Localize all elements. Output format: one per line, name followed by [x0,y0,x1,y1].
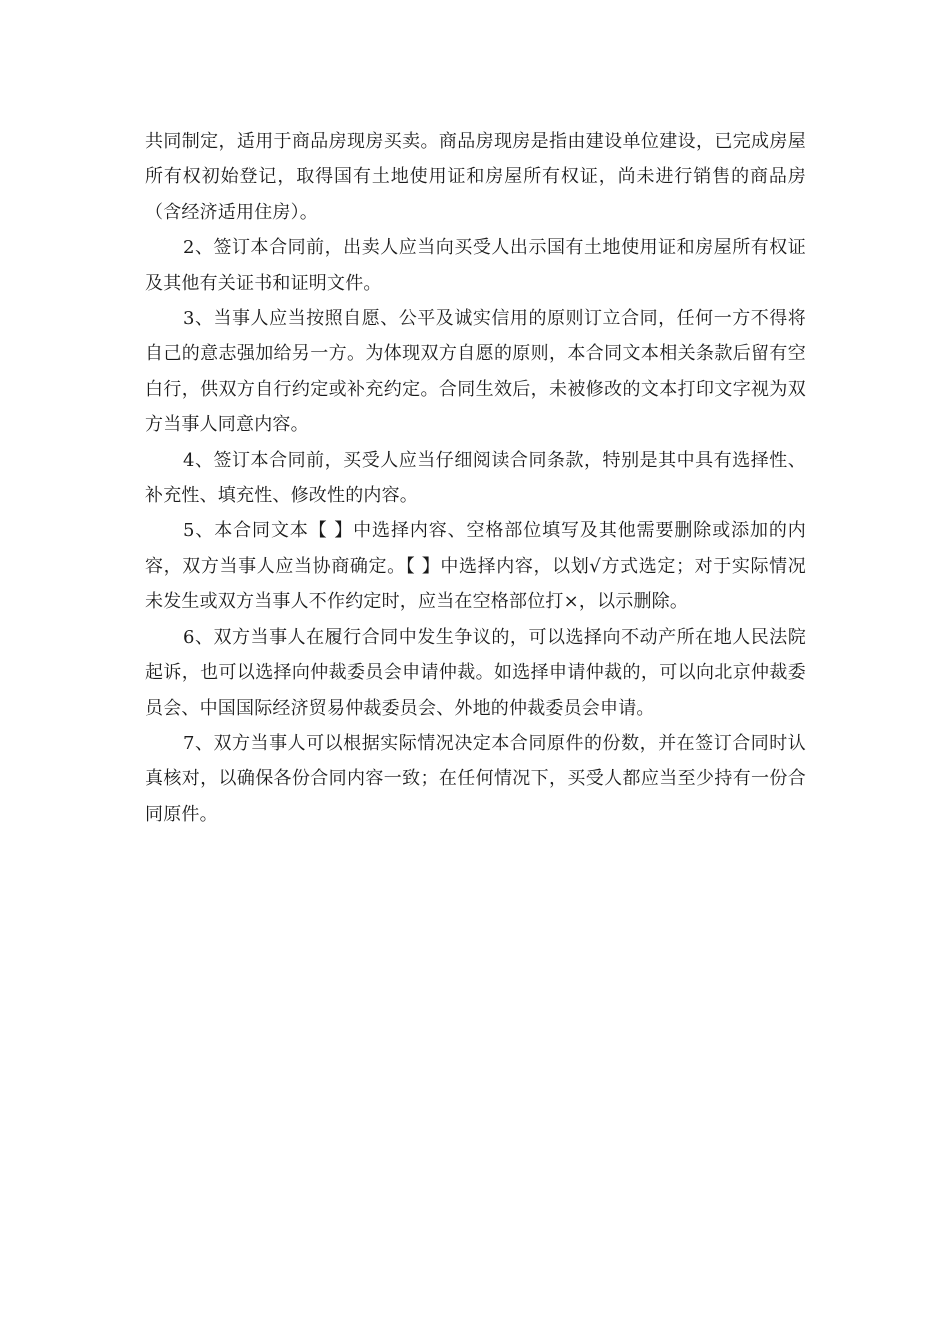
paragraph-item-2: 2、签订本合同前，出卖人应当向买受人出示国有土地使用证和房屋所有权证及其他有关证书和证明文件。 [145,237,806,294]
paragraph-item-4: 4、签订本合同前，买受人应当仔细阅读合同条款，特别是其中具有选择性、补充性、填充性、修改性的内容。 [145,449,806,507]
paragraph-continuation: 共同制定，适用于商品房现房买卖。商品房现房是指由建设单位建设，已完成房屋所有权初始登记，取得国有土地使用证和房屋所有权证，尚未进行销售的商品房（含经济适用住房）。 [145,131,806,223]
paragraph-item-7: 7、双方当事人可以根据实际情况决定本合同原件的份数，并在签订合同时认真核对，以确保各份合同内容一致；在任何情况下，买受人都应当至少持有一份合同原件。 [145,732,806,825]
document-body [145,124,806,832]
paragraph-item-3: 3、当事人应当按照自愿、公平及诚实信用的原则订立合同，任何一方不得将自己的意志强加给另一方。为体现双方自愿的原则，本合同文本相关条款后留有空白行，供双方自行约定或补充约定。合同生效后，未被修改的文本打印文字视为双方当事人同意内容。 [145,308,806,436]
paragraph-item-6: 6、双方当事人在履行合同中发生争议的，可以选择向不动产所在地人民法院起诉，也可以选择向仲裁委员会申请仲裁。如选择申请仲裁的，可以向北京仲裁委员会、中国国际经济贸易仲裁委员会、外地的仲裁委员会申请。 [145,626,806,719]
paragraph-item-5: 5、本合同文本【 】中选择内容、空格部位填写及其他需要删除或添加的内容，双方当事人应当协商确定。【 】中选择内容，以划√方式选定；对于实际情况未发生或双方当事人不作约定时，应当在空格部位打×，以示删除。 [145,520,806,613]
